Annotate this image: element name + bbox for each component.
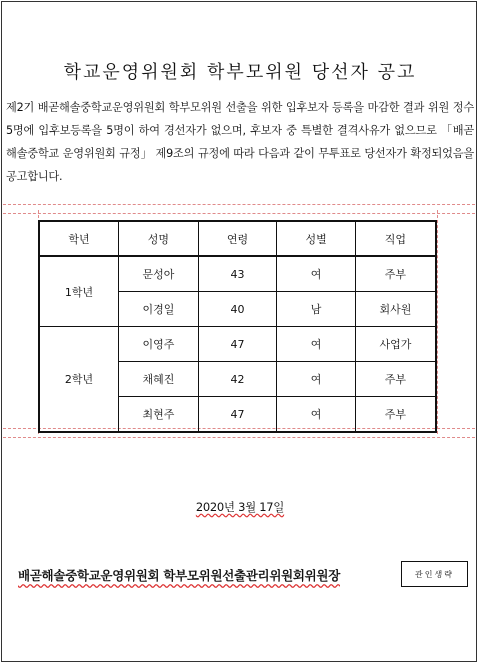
seal-box: 관인생략 bbox=[401, 561, 468, 587]
announcement-body: 제2기 배곧해솔중학교운영위원회 학부모위원 선출을 위한 입후보자 등록을 마감한 결과 위원 정수 5명에 입후보등록을 5명이 하여 경선자가 없으며, 후보자 중 특별한 결격사유가 없으므로 「배곧해솔중학교 운영위원회 규정」 제9조의 규정에 따라 다음과 같이 무투표로 당선자가 확정되었음을 공고합니다. bbox=[6, 101, 474, 183]
section-divider-bottom-inner bbox=[3, 437, 475, 438]
section-divider-top bbox=[3, 204, 475, 205]
table-guide-right bbox=[437, 210, 438, 434]
header-gender: 성별 bbox=[277, 221, 356, 256]
header-name: 성명 bbox=[119, 221, 199, 256]
age-cell: 47 bbox=[198, 327, 277, 362]
job-cell: 회사원 bbox=[355, 292, 436, 327]
gender-cell: 여 bbox=[277, 397, 356, 433]
name-cell: 채혜진 bbox=[119, 362, 199, 397]
gender-cell: 여 bbox=[277, 362, 356, 397]
header-age: 연령 bbox=[198, 221, 277, 256]
name-cell: 이경일 bbox=[119, 292, 199, 327]
table-row bbox=[39, 327, 436, 362]
name-cell: 이영주 bbox=[119, 327, 199, 362]
age-cell: 43 bbox=[198, 256, 277, 292]
page-title: 학교운영위원회 학부모위원 당선자 공고 bbox=[63, 62, 417, 83]
table-row bbox=[39, 256, 436, 292]
announcement-date bbox=[0, 499, 480, 515]
gender-cell: 여 bbox=[277, 256, 356, 292]
gender-cell: 여 bbox=[277, 327, 356, 362]
header-grade: 학년 bbox=[39, 221, 119, 256]
winners-table bbox=[38, 220, 437, 433]
signer-line bbox=[18, 566, 340, 584]
grade-cell: 1학년 bbox=[39, 256, 119, 327]
date-text: 2020년 3월 17일 bbox=[195, 500, 285, 514]
header-job: 직업 bbox=[355, 221, 436, 256]
job-cell: 사업가 bbox=[355, 327, 436, 362]
section-divider-top-inner bbox=[3, 213, 475, 214]
signer-title: 배곧해솔중학교운영위원회 학부모위원선출관리위원회위원장 bbox=[18, 568, 340, 583]
age-cell: 40 bbox=[198, 292, 277, 327]
gender-cell: 남 bbox=[277, 292, 356, 327]
job-cell: 주부 bbox=[355, 362, 436, 397]
grade-cell: 2학년 bbox=[39, 327, 119, 433]
age-cell: 42 bbox=[198, 362, 277, 397]
name-cell: 최현주 bbox=[119, 397, 199, 433]
table-header-row bbox=[39, 221, 436, 256]
name-cell: 문성아 bbox=[119, 256, 199, 292]
job-cell: 주부 bbox=[355, 256, 436, 292]
job-cell: 주부 bbox=[355, 397, 436, 433]
age-cell: 47 bbox=[198, 397, 277, 433]
